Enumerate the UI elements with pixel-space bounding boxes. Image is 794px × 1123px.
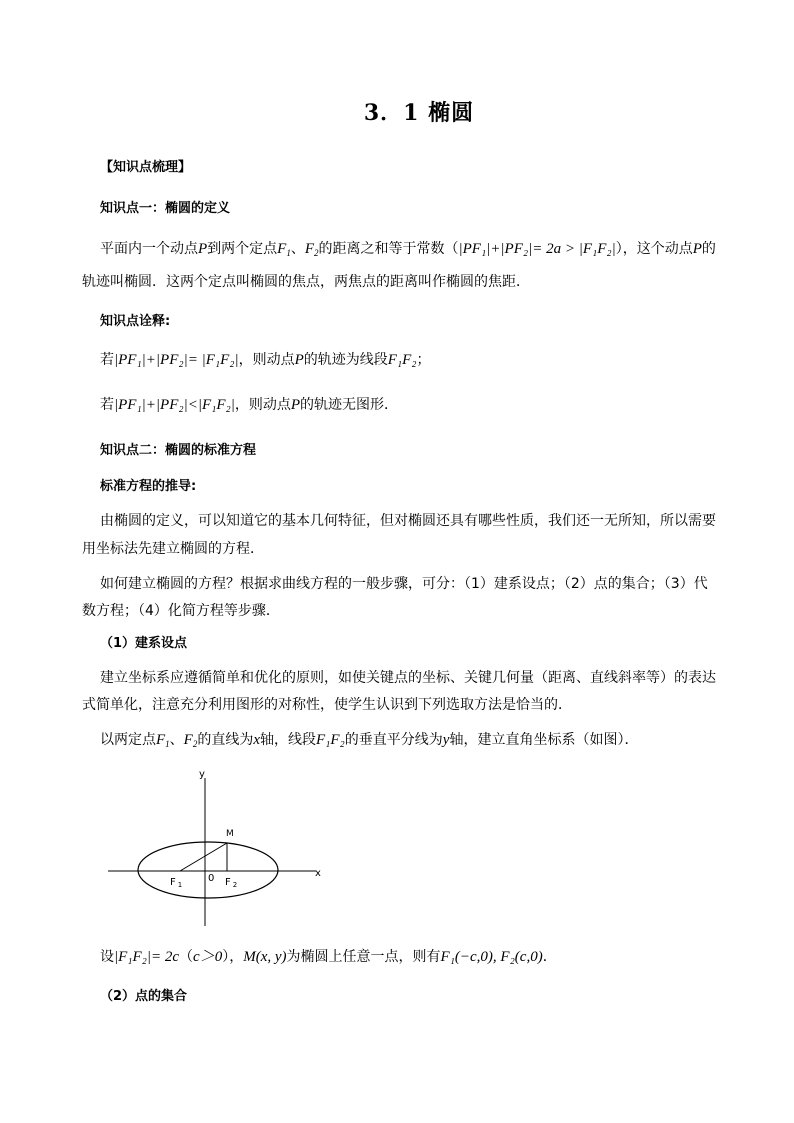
math-segment: F₁F₂: [387, 352, 417, 368]
text: （: [179, 949, 194, 965]
text: 以两定点: [100, 732, 156, 748]
text: ，则动点: [238, 352, 295, 368]
kp1-definition-line1: [100, 238, 722, 260]
math-P: P: [290, 397, 300, 413]
text: 、: [169, 732, 184, 748]
kp1-heading: 知识点一：椭圆的定义: [100, 201, 231, 216]
focus-F2-label: F $_2$: [225, 877, 238, 889]
text: ），: [222, 949, 244, 965]
text: 、: [290, 241, 305, 257]
origin-label: 0: [208, 873, 215, 884]
math-F2: $F_2$: [304, 241, 319, 258]
text: 平面内一个动点: [100, 241, 198, 257]
math-F1: $F_1$: [277, 241, 291, 258]
kp2-para1-line2: 用坐标法先建立椭圆的方程．: [82, 541, 264, 557]
text: 设: [100, 949, 114, 965]
text: ），这个动点: [615, 241, 693, 257]
x-axis-label: x: [315, 868, 321, 879]
segment-F1M: [180, 843, 227, 871]
y-axis-label: y: [199, 769, 205, 780]
text: ．: [542, 949, 557, 965]
ellipse-coordinate-figure: [104, 768, 336, 930]
text: 轴，线段: [260, 732, 317, 748]
math-dist-expr: |F₁F₂|= 2c: [114, 949, 180, 965]
page-title: 3．1 椭圆: [363, 100, 475, 126]
text: ；: [416, 352, 431, 368]
text: 的轨迹无图形．: [300, 397, 398, 413]
math-lt-expr: |PF₁|+|PF₂|<|F₁F₂|: [114, 397, 235, 413]
math-P: P: [198, 241, 208, 257]
kp1-definition-line2: 轨迹叫椭圆．这两个定点叫椭圆的焦点，两焦点的距离叫作椭圆的焦距．: [82, 274, 530, 290]
math-x: x: [253, 732, 261, 748]
point-M-label: M: [226, 829, 234, 839]
text: 为椭圆上任意一点，则有: [286, 949, 441, 965]
kp2-para2-line2: 数方程；（4）化简方程等步骤．: [82, 603, 280, 619]
math-P: P: [294, 352, 304, 368]
text: 到两个定点: [207, 241, 278, 257]
math-const-expr: |PF₁|+|PF₂|= 2a > |F₁F₂|: [458, 241, 616, 257]
kp2-para1-line1: 由椭圆的定义，可以知道它的基本几何特征，但对椭圆还具有哪些性质，我们还一无所知，所以需要: [100, 513, 716, 529]
kp-explain-line1: [100, 349, 722, 371]
section-heading: 【知识点梳理】: [100, 160, 192, 175]
math-y: y: [442, 732, 450, 748]
math-eq-expr: |PF₁|+|PF₂|= |F₁F₂|: [114, 352, 239, 368]
kp2-heading: 知识点二：椭圆的标准方程: [100, 443, 257, 458]
text: 的直线为: [197, 732, 254, 748]
math-M-expr: M(x, y): [243, 949, 287, 965]
kp-explain-heading: 知识点诠释:: [100, 314, 171, 329]
text: 若: [100, 352, 114, 368]
kp2-para2-line1: 如何建立椭圆的方程？根据求曲线方程的一般步骤，可分：（1）建系设点；（2）点的集合；（3）代: [100, 576, 708, 592]
kp-explain-line2: [100, 394, 722, 416]
math-F1: $F_1$: [156, 732, 170, 749]
kp2-para3-line2: 式简单化，注意充分利用图形的对称性，使学生认识到下列选取方法是恰当的．: [82, 697, 572, 713]
math-segment: F₁F₂: [316, 732, 345, 748]
math-F2: $F_2$: [183, 732, 198, 749]
math-c-cond: c＞0: [193, 949, 223, 965]
text: 的: [701, 241, 716, 257]
kp2-para3-line1: 建立坐标系应遵循简单和优化的原则，如使关键点的坐标、关键几何量（距离、直线斜率等）的表达: [100, 670, 716, 686]
ellipse-curve: [138, 842, 278, 898]
text: 的轨迹为线段: [303, 352, 388, 368]
step2-heading: （2）点的集合: [100, 989, 188, 1004]
focus-F1-label: F $_1$: [170, 877, 183, 889]
kp2-subheading: 标准方程的推导:: [100, 479, 197, 494]
math-foci-expr: F₁(−c,0), F₂(c,0): [440, 949, 543, 965]
text: 若: [100, 397, 114, 413]
text: 轴，建立直角坐标系（如图）．: [449, 732, 639, 748]
ellipse-figure-svg: [104, 768, 336, 930]
text: 的距离之和等于常数（: [318, 241, 459, 257]
coordinate-setup-line: [100, 946, 722, 968]
text: 的垂直平分线为: [344, 732, 443, 748]
kp2-para4: [100, 729, 722, 751]
math-P: P: [692, 241, 702, 257]
text: ，则动点: [234, 397, 291, 413]
step1-heading: （1）建系设点: [100, 636, 188, 651]
